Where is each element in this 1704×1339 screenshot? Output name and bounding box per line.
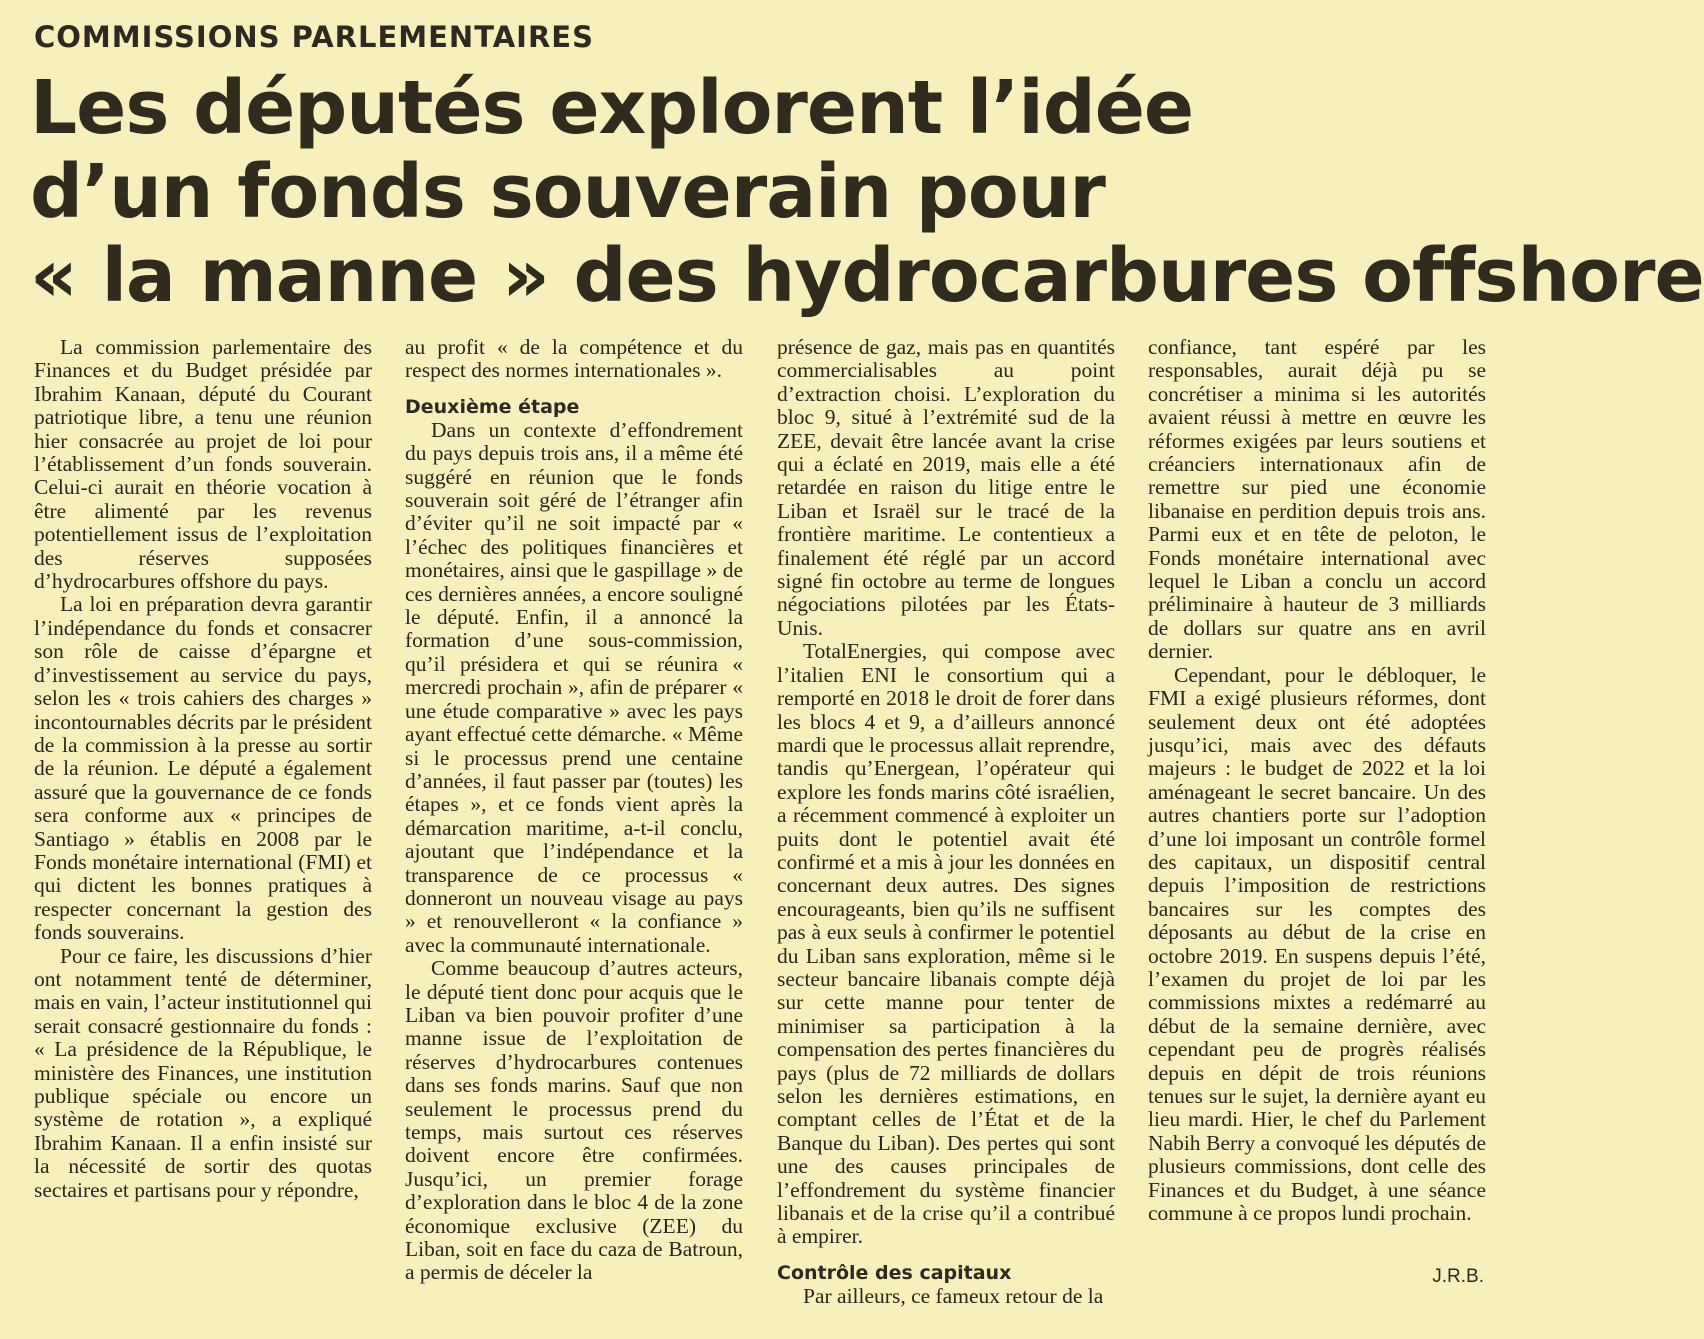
author-signature: J.R.B. — [1432, 1266, 1484, 1287]
paragraph: confiance, tant espéré par les responsables, aurait déjà pu se concrétiser a minima si les autorités avaient réussi à mettre en œuvre les réformes exigées par leurs soutiens et créanciers internationaux afin de remettre sur pied une économie libanaise en perdition depuis trois ans. Parmi eux et en tête de peloton, le Fonds monétaire international avec lequel le Liban a conclu un accord préliminaire à hauteur de 3 milliards de dollars sur quatre ans en avril dernier. — [1148, 335, 1486, 664]
column-1 — [34, 336, 372, 1202]
paragraph: La commission parlementaire des Finances et du Budget présidée par Ibrahim Kanaan, député du Courant patriotique libre, a tenu une réunion hier consacrée au projet de loi pour l’établissement d’un fonds souverain. Celui-ci aurait en théorie vocation à être alimenté par les revenus potentiellement issus de l’exploitation des réserves supposées d’hydrocarbures offshore du pays. — [34, 335, 372, 594]
headline-line-1: Les députés explorent l’idée — [30, 65, 1194, 151]
column-2 — [405, 336, 743, 1285]
paragraph: Comme beaucoup d’autres acteurs, le député tient donc pour acquis que le Liban va bien pouvoir profiter d’une manne issue de l’exploitation de réserves d’hydrocarbures contenues dans ses fonds marins. Sauf que non seulement le processus prend du temps, mais surtout ces réserves doivent encore être confirmées. Jusqu’ici, un premier forage d’exploration dans le bloc 4 de la zone économique exclusive (ZEE) du Liban, soit en face du caza de Batroun, a permis de déceler la — [405, 956, 743, 1285]
paragraph: La loi en préparation devra garantir l’indépendance du fonds et consacrer son rôle de caisse d’épargne et d’investissement au service du pays, selon les « trois cahiers des charges » incontournables décrits par le président de la commission à la presse au sortir de la réunion. Le député a également assuré que la gouvernance de ce fonds sera conforme aux « principes de Santiago » établis en 2008 par le Fonds monétaire international (FMI) et qui dictent les bonnes pratiques à respecter concernant la gestion des fonds souverains. — [34, 592, 372, 945]
subheading: Contrôle des capitaux — [777, 1261, 1012, 1284]
section-kicker: COMMISSIONS PARLEMENTAIRES — [34, 20, 594, 54]
article-headline — [30, 65, 1704, 319]
column-3 — [777, 336, 1115, 1308]
headline-line-3: « la manne » des hydrocarbures offshore — [30, 233, 1704, 319]
headline-line-2: d’un fonds souverain pour — [30, 149, 1105, 235]
paragraph: présence de gaz, mais pas en quantités commercialisables au point d’extraction choisi. L’exploration du bloc 9, situé à l’extrémité sud de la ZEE, devait être lancée avant la crise qui a éclaté en 2019, mais elle a été retardée en raison du litige entre le Liban et Israël sur le tracé de la frontière maritime. Le contentieux a finalement été réglé par un accord signé fin octobre au terme de longues négociations pilotées par les États-Unis. — [777, 335, 1115, 640]
paragraph: Dans un contexte d’effondrement du pays depuis trois ans, il a même été suggéré en réunion que le fonds souverain soit géré de l’étranger afin d’éviter qu’il ne soit impacté par « l’échec des politiques financières et monétaires, ainsi que le gaspillage » de ces dernières années, a encore souligné le député. Enfin, il a annoncé la formation d’une sous-commission, qu’il présidera et qui se réunira « mercredi prochain », afin de préparer « une étude comparative » avec les pays ayant effectué cette démarche. « Même si le processus prend une centaine d’années, il faut passer par (toutes) les étapes », et ce fonds vient après la démarcation maritime, a-t-il conclu, ajoutant que l’indépendance et la transparence de ce processus « donneront un nouveau visage au pays » et renouvelleront « la confiance » avec la communauté internationale. — [405, 417, 743, 957]
paragraph: au profit « de la compétence et du respect des normes internationales ». — [405, 335, 743, 383]
subheading: Deuxième étape — [405, 395, 580, 418]
paragraph: Cependant, pour le débloquer, le FMI a exigé plusieurs réformes, dont seulement deux ont été adoptées jusqu’ici, mais avec des défauts majeurs : le budget de 2022 et la loi aménageant le secret bancaire. Un des autres chantiers porte sur l’adoption d’une loi imposant un contrôle formel des capitaux, un dispositif central depuis l’imposition de restrictions bancaires sur les comptes des déposants au début de la crise en octobre 2019. En suspens depuis l’été, l’examen du projet de loi par les commissions mixtes a redémarré au début de la semaine dernière, avec cependant peu de progrès réalisés depuis en dépit de trois réunions tenues sur le sujet, la dernière ayant eu lieu mardi. Hier, le chef du Parlement Nabih Berry a convoqué les députés de plusieurs commissions, dont celle des Finances et du Budget, à une séance commune à ce propos lundi prochain. — [1148, 662, 1486, 1226]
paragraph: Par ailleurs, ce fameux retour de la — [803, 1283, 1104, 1308]
column-4 — [1148, 336, 1486, 1225]
paragraph: Pour ce faire, les discussions d’hier ont notamment tenté de déterminer, mais en vain, l’acteur institutionnel qui serait consacré gestionnaire du fonds : « La présidence de la République, le ministère des Finances, une institution publique spéciale ou encore un système de rotation », a expliqué Ibrahim Kanaan. Il a enfin insisté sur la nécessité de sortir des quotas sectaires et partisans pour y répondre, — [34, 943, 372, 1202]
paragraph: TotalEnergies, qui compose avec l’italien ENI le consortium qui a remporté en 2018 le droit de forer dans les blocs 4 et 9, a d’ailleurs annoncé mardi que le processus allait reprendre, tandis qu’Energean, l’opérateur qui explore les fonds marins côté israélien, a récemment commencé à exploiter un puits dont le potentiel avait été confirmé et a mis à jour les données en concernant deux autres. Des signes encourageants, bien qu’ils ne suffisent pas à eux seuls à confirmer le potentiel du Liban sans exploration, même si le secteur bancaire libanais compte déjà sur cette manne pour tenter de minimiser sa participation à la compensation des pertes financières du pays (plus de 72 milliards de dollars selon les dernières estimations, en comptant celles de l’État et de la Banque du Liban). Des pertes qui sont une des causes principales de l’effondrement du système financier libanais et de la crise qu’il a contribué à empirer. — [777, 639, 1115, 1249]
